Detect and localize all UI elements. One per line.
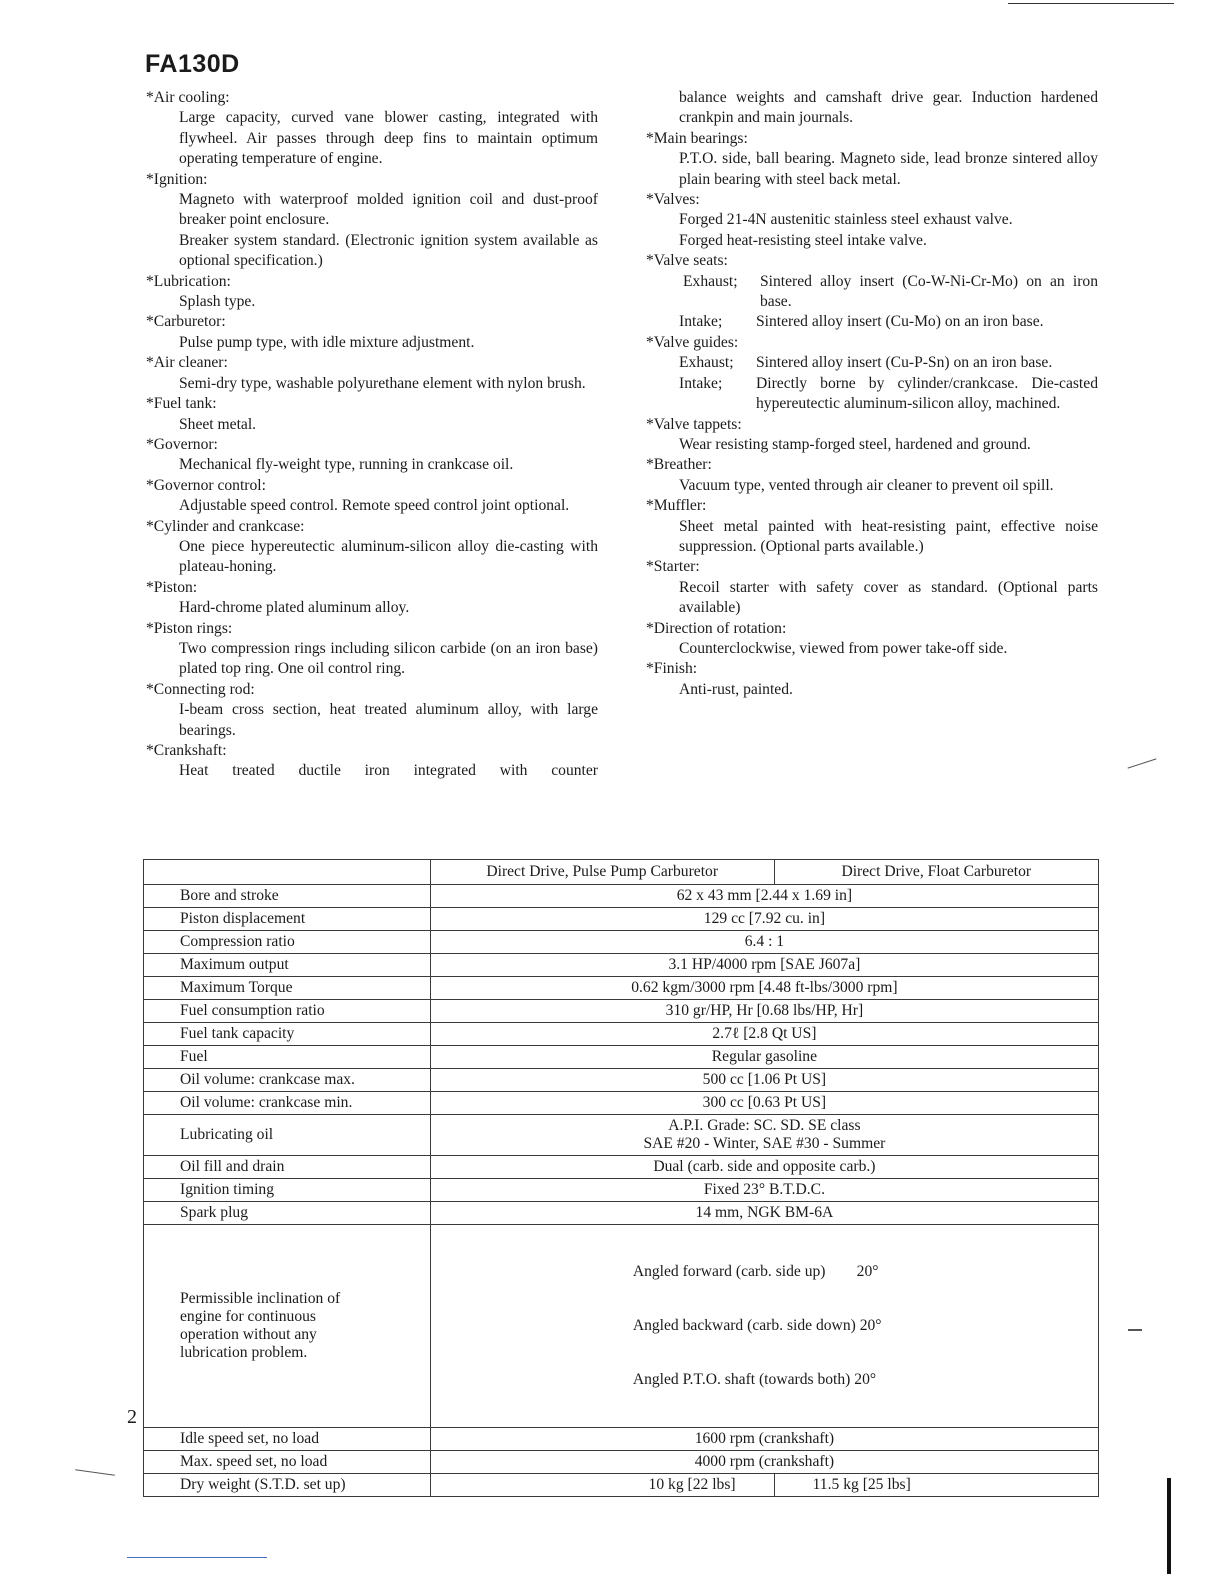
spec-piston	[146, 578, 598, 619]
spec-crankshaft-continued	[646, 88, 1098, 129]
row-label: Oil volume: crankcase max.	[144, 1069, 431, 1092]
table-row	[144, 1156, 1099, 1179]
spec-air-cooling	[146, 88, 598, 170]
spec-carburetor	[146, 312, 598, 353]
spec-heading: *Finish:	[646, 660, 698, 678]
spec-body: One piece hypereutectic aluminum-silicon alloy die-casting with plateau-honing.	[179, 537, 598, 576]
spec-lubrication	[146, 272, 598, 313]
spec-body: Sheet metal painted with heat-resisting paint, effective noise suppression. (Optional parts available.)	[679, 517, 1098, 555]
valve-guide-intake	[646, 374, 1098, 415]
row-label-line: engine for continuous	[180, 1308, 316, 1325]
spec-body: balance weights and camshaft drive gear. Induction hardened crankpin and main journals.	[679, 89, 1098, 127]
row-label: Ignition timing	[144, 1179, 431, 1202]
spec-connecting-rod	[146, 680, 598, 741]
row-value	[430, 1115, 1098, 1156]
sub-key: Intake;	[679, 374, 723, 392]
spec-starter	[646, 557, 1098, 618]
table-header-row	[144, 860, 1099, 885]
row-label: Piston displacement	[144, 908, 431, 931]
spec-valves	[646, 190, 1098, 251]
spec-heading: *Governor:	[146, 435, 218, 453]
spec-heading: *Piston rings:	[146, 619, 233, 637]
sub-key: Intake;	[679, 313, 723, 331]
valve-seat-intake	[646, 312, 1098, 332]
spec-heading: *Breather:	[646, 456, 712, 474]
right-spec-column	[646, 88, 1098, 700]
spec-heading: *Air cleaner:	[146, 354, 228, 372]
row-label-line: Permissible inclination of	[180, 1290, 341, 1307]
table-row	[144, 885, 1099, 908]
row-value: 1600 rpm (crankshaft)	[430, 1428, 1098, 1451]
spec-heading: *Valve tappets:	[646, 415, 742, 433]
spec-heading: *Carburetor:	[146, 313, 226, 331]
row-value-line: SAE #20 - Winter, SAE #30 - Summer	[643, 1135, 886, 1152]
spec-body: Large capacity, curved vane blower casting, integrated with flywheel. Air passes through deep fins to maintain optimum operating temperature of engine.	[179, 109, 598, 168]
margin-bar	[1167, 1478, 1171, 1574]
sub-key: Exhaust;	[679, 354, 734, 372]
spec-heading: *Valves:	[646, 191, 700, 209]
row-value: 2.7ℓ [2.8 Qt US]	[430, 1023, 1098, 1046]
specification-table	[143, 859, 1099, 1497]
table-row	[144, 1451, 1099, 1474]
row-value: 3.1 HP/4000 rpm [SAE J607a]	[430, 954, 1098, 977]
spec-governor-control	[146, 476, 598, 517]
spec-governor	[146, 435, 598, 476]
table-row	[144, 954, 1099, 977]
row-label: Lubricating oil	[144, 1115, 431, 1156]
spec-cylinder-crankcase	[146, 517, 598, 578]
sub-value: Sintered alloy insert (Cu-P-Sn) on an iron base.	[756, 354, 1053, 372]
spec-body: Wear resisting stamp-forged steel, hardened and ground.	[679, 435, 1031, 453]
bottom-rule	[127, 1557, 267, 1558]
spec-body: Counterclockwise, viewed from power take-off side.	[679, 639, 1008, 657]
row-value: 6.4 : 1	[430, 931, 1098, 954]
spec-ignition	[146, 170, 598, 272]
spec-body: Two compression rings including silicon carbide (on an iron base) plated top ring. One oil control ring.	[179, 639, 598, 678]
table-row	[144, 1179, 1099, 1202]
row-value-line: A.P.I. Grade: SC. SD. SE class	[668, 1117, 861, 1134]
spec-heading: *Direction of rotation:	[646, 619, 787, 637]
table-row	[144, 1069, 1099, 1092]
spec-heading: *Governor control:	[146, 476, 266, 494]
row-value	[430, 1225, 1098, 1428]
table-header-blank	[144, 860, 431, 885]
row-label: Oil fill and drain	[144, 1156, 431, 1179]
spec-body: Anti-rust, painted.	[679, 680, 793, 698]
valve-guide-exhaust	[646, 353, 1098, 373]
page-number: 2	[127, 1406, 137, 1428]
row-value: 310 gr/HP, Hr [0.68 lbs/HP, Hr]	[430, 1000, 1098, 1023]
spec-heading: *Crankshaft:	[146, 742, 227, 759]
spec-body: I-beam cross section, heat treated aluminum alloy, with large bearings.	[179, 701, 598, 739]
row-value-line: Angled P.T.O. shaft (towards both) 20°	[632, 1371, 877, 1388]
row-label: Maximum Torque	[144, 977, 431, 1000]
spec-body: Adjustable speed control. Remote speed control joint optional.	[179, 497, 570, 515]
table-row	[144, 1225, 1099, 1428]
spec-main-bearings	[646, 129, 1098, 190]
table-row	[144, 1202, 1099, 1225]
spec-heading: *Main bearings:	[646, 129, 748, 147]
table-row	[144, 1092, 1099, 1115]
scan-mark	[1128, 758, 1157, 768]
spec-valve-seats	[646, 251, 1098, 333]
row-value: Fixed 23° B.T.D.C.	[430, 1179, 1098, 1202]
row-label: Spark plug	[144, 1202, 431, 1225]
table-row	[144, 1428, 1099, 1451]
row-value-pulse-pump: 10 kg [22 lbs]	[430, 1474, 774, 1497]
row-label: Maximum output	[144, 954, 431, 977]
spec-body: Recoil starter with safety cover as standard. (Optional parts available)	[679, 578, 1098, 617]
spec-body: Sheet metal.	[179, 415, 257, 433]
spec-heading: *Valve guides:	[646, 333, 739, 351]
top-rule	[1008, 3, 1174, 4]
scan-mark	[1128, 1329, 1142, 1331]
spec-heading: *Connecting rod:	[146, 680, 255, 698]
spec-body: P.T.O. side, ball bearing. Magneto side, lead bronze sintered alloy plain bearing with steel back metal.	[679, 150, 1098, 188]
table-header-float: Direct Drive, Float Carburetor	[774, 860, 1098, 885]
spec-finish	[646, 659, 1098, 700]
table-header-pulse-pump: Direct Drive, Pulse Pump Carburetor	[430, 860, 774, 885]
spec-body: Splash type.	[179, 293, 256, 311]
row-label: Compression ratio	[144, 931, 431, 954]
row-label: Dry weight (S.T.D. set up)	[144, 1474, 431, 1497]
scan-mark	[75, 1469, 115, 1476]
row-label: Oil volume: crankcase min.	[144, 1092, 431, 1115]
spec-direction-of-rotation	[646, 619, 1098, 660]
row-value: 4000 rpm (crankshaft)	[430, 1451, 1098, 1474]
row-value-line: Angled forward (carb. side up) 20°	[632, 1263, 879, 1280]
row-label: Fuel	[144, 1046, 431, 1069]
row-value: Dual (carb. side and opposite carb.)	[430, 1156, 1098, 1179]
spec-valve-tappets	[646, 415, 1098, 456]
row-value: Regular gasoline	[430, 1046, 1098, 1069]
spec-crankshaft	[146, 741, 598, 782]
spec-air-cleaner	[146, 353, 598, 394]
table-row	[144, 1023, 1099, 1046]
valve-seat-exhaust	[646, 272, 1098, 313]
spec-body: Forged heat-resisting steel intake valve.	[679, 231, 927, 249]
sub-value: Sintered alloy insert (Cu-Mo) on an iron base.	[756, 313, 1044, 331]
table-row	[144, 1000, 1099, 1023]
row-label-line: lubrication problem.	[180, 1344, 308, 1361]
spec-valve-guides	[646, 333, 1098, 415]
spec-body: Forged 21-4N austenitic stainless steel exhaust valve.	[679, 211, 1013, 229]
spec-body: Vacuum type, vented through air cleaner to prevent oil spill.	[679, 476, 1054, 494]
page-title: FA130D	[145, 50, 240, 78]
spec-body: Mechanical fly-weight type, running in crankcase oil.	[179, 456, 514, 474]
spec-heading: *Fuel tank:	[146, 395, 217, 413]
row-value: 14 mm, NGK BM-6A	[430, 1202, 1098, 1225]
spec-piston-rings	[146, 619, 598, 680]
sub-value: Sintered alloy insert (Co-W-Ni-Cr-Mo) on an iron base.	[760, 272, 1098, 311]
row-label: Idle speed set, no load	[144, 1428, 431, 1451]
spec-heading: *Muffler:	[646, 497, 707, 515]
spec-body: Semi-dry type, washable polyurethane element with nylon brush.	[179, 374, 586, 392]
row-value: 300 cc [0.63 Pt US]	[430, 1092, 1098, 1115]
spec-body: Breaker system standard. (Electronic ignition system available as optional specification.)	[179, 231, 598, 270]
spec-muffler	[646, 496, 1098, 557]
row-label: Fuel tank capacity	[144, 1023, 431, 1046]
row-label-line: operation without any	[180, 1326, 317, 1343]
spec-heading: *Air cooling:	[146, 89, 230, 106]
row-label: Bore and stroke	[144, 885, 431, 908]
table-row	[144, 908, 1099, 931]
table-row	[144, 931, 1099, 954]
spec-breather	[646, 455, 1098, 496]
sub-value: Directly borne by cylinder/crankcase. Die-casted hypereutectic aluminum-silicon alloy, machined.	[756, 374, 1098, 413]
spec-heading: *Cylinder and crankcase:	[146, 517, 305, 535]
spec-heading: *Starter:	[646, 558, 700, 576]
spec-fuel-tank	[146, 394, 598, 435]
row-value-line: Angled backward (carb. side down) 20°	[632, 1317, 882, 1334]
row-value: 0.62 kgm/3000 rpm [4.48 ft-lbs/3000 rpm]	[430, 977, 1098, 1000]
table-row	[144, 1046, 1099, 1069]
row-label	[144, 1225, 431, 1428]
table-row	[144, 977, 1099, 1000]
row-label: Fuel consumption ratio	[144, 1000, 431, 1023]
left-spec-column	[146, 88, 598, 782]
row-value: 129 cc [7.92 cu. in]	[430, 908, 1098, 931]
spec-heading: *Piston:	[146, 578, 198, 596]
table-row	[144, 1474, 1099, 1497]
spec-heading: *Valve seats:	[646, 252, 728, 270]
row-value: 500 cc [1.06 Pt US]	[430, 1069, 1098, 1092]
spec-heading: *Lubrication:	[146, 272, 231, 290]
row-value-float: 11.5 kg [25 lbs]	[774, 1474, 1098, 1497]
spec-body: Hard-chrome plated aluminum alloy.	[179, 599, 410, 617]
table-row	[144, 1115, 1099, 1156]
spec-body: Pulse pump type, with idle mixture adjustment.	[179, 333, 475, 351]
sub-key: Exhaust;	[683, 272, 738, 290]
row-value: 62 x 43 mm [2.44 x 1.69 in]	[430, 885, 1098, 908]
spec-body: Heat treated ductile iron integrated with counter	[179, 762, 598, 780]
row-label: Max. speed set, no load	[144, 1451, 431, 1474]
spec-heading: *Ignition:	[146, 170, 208, 188]
spec-body: Magneto with waterproof molded ignition coil and dust-proof breaker point enclosure.	[179, 191, 598, 229]
